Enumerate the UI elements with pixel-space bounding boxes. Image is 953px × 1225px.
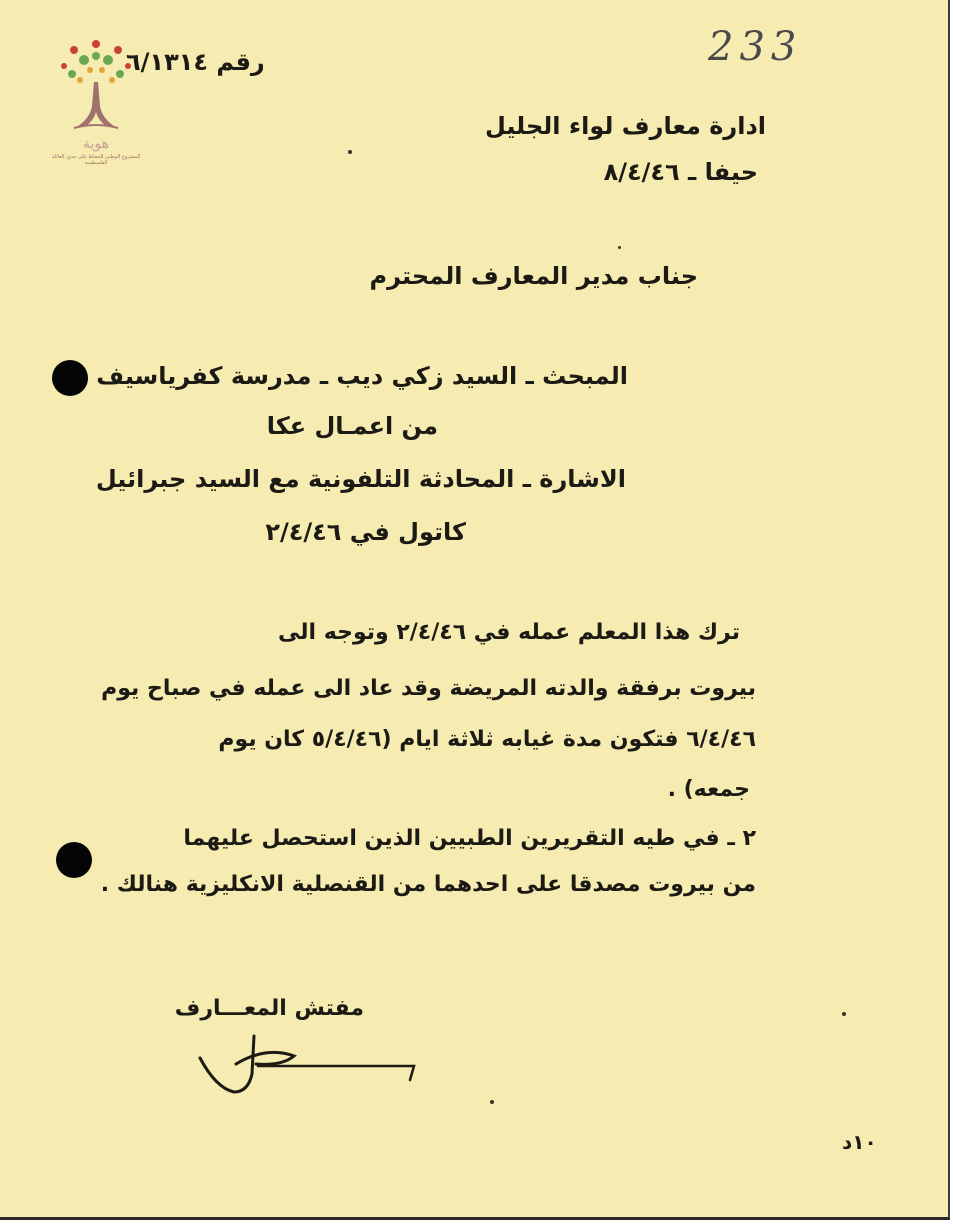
paper-speck bbox=[490, 1100, 494, 1104]
reference-line: الاشارة ـ المحادثة التلفونية مع السيد جبرائيل bbox=[95, 465, 626, 493]
document-number: رقم ٦/١٣١٤ bbox=[126, 48, 265, 76]
archive-number: 233 bbox=[708, 24, 803, 70]
punch-hole bbox=[56, 842, 92, 878]
svg-text:هوية: هوية bbox=[82, 136, 110, 152]
logo-caption: المشروع الوطني للحفاظ على جذور العائلة الفلسطينية bbox=[51, 154, 141, 166]
subject-line-2: من اعمـال عكا bbox=[266, 412, 438, 440]
sender-date: حيفا ـ ٨/٤/٤٦ bbox=[603, 158, 758, 186]
footer-mark: ١٠د bbox=[842, 1130, 877, 1154]
sender-department: ادارة معارف لواء الجليل bbox=[484, 112, 766, 140]
paper-speck bbox=[348, 150, 352, 154]
punch-hole bbox=[52, 360, 88, 396]
handwritten-signature bbox=[196, 1030, 436, 1100]
signature-title: مفتش المعـــارف bbox=[174, 996, 364, 1021]
paper-speck bbox=[618, 246, 621, 249]
body-line: ٦/٤/٤٦ فتكون مدة غيابه ثلاثة ايام (٥/٤/٤٦ كان يوم bbox=[218, 727, 756, 752]
paper-speck bbox=[842, 1012, 846, 1016]
body-line: ٢ ـ في طيه التقريرين الطبيين الذين استحصل عليهما bbox=[183, 826, 756, 851]
recipient-line: جناب مدير المعارف المحترم bbox=[369, 262, 698, 290]
reference-line-2: كاتول في ٢/٤/٤٦ bbox=[265, 518, 466, 546]
body-line: بيروت برفقة والدته المريضة وقد عاد الى عمله في صباح يوم bbox=[101, 676, 756, 701]
body-line: من بيروت مصدقا على احدهما من القنصلية الانكليزية هنالك . bbox=[100, 872, 756, 897]
body-line: جمعه) . bbox=[667, 777, 750, 802]
subject-line: المبحث ـ السيد زكي ديب ـ مدرسة كفرياسيف bbox=[96, 362, 628, 390]
body-line: ترك هذا المعلم عمله في ٢/٤/٤٦ وتوجه الى bbox=[278, 620, 740, 645]
